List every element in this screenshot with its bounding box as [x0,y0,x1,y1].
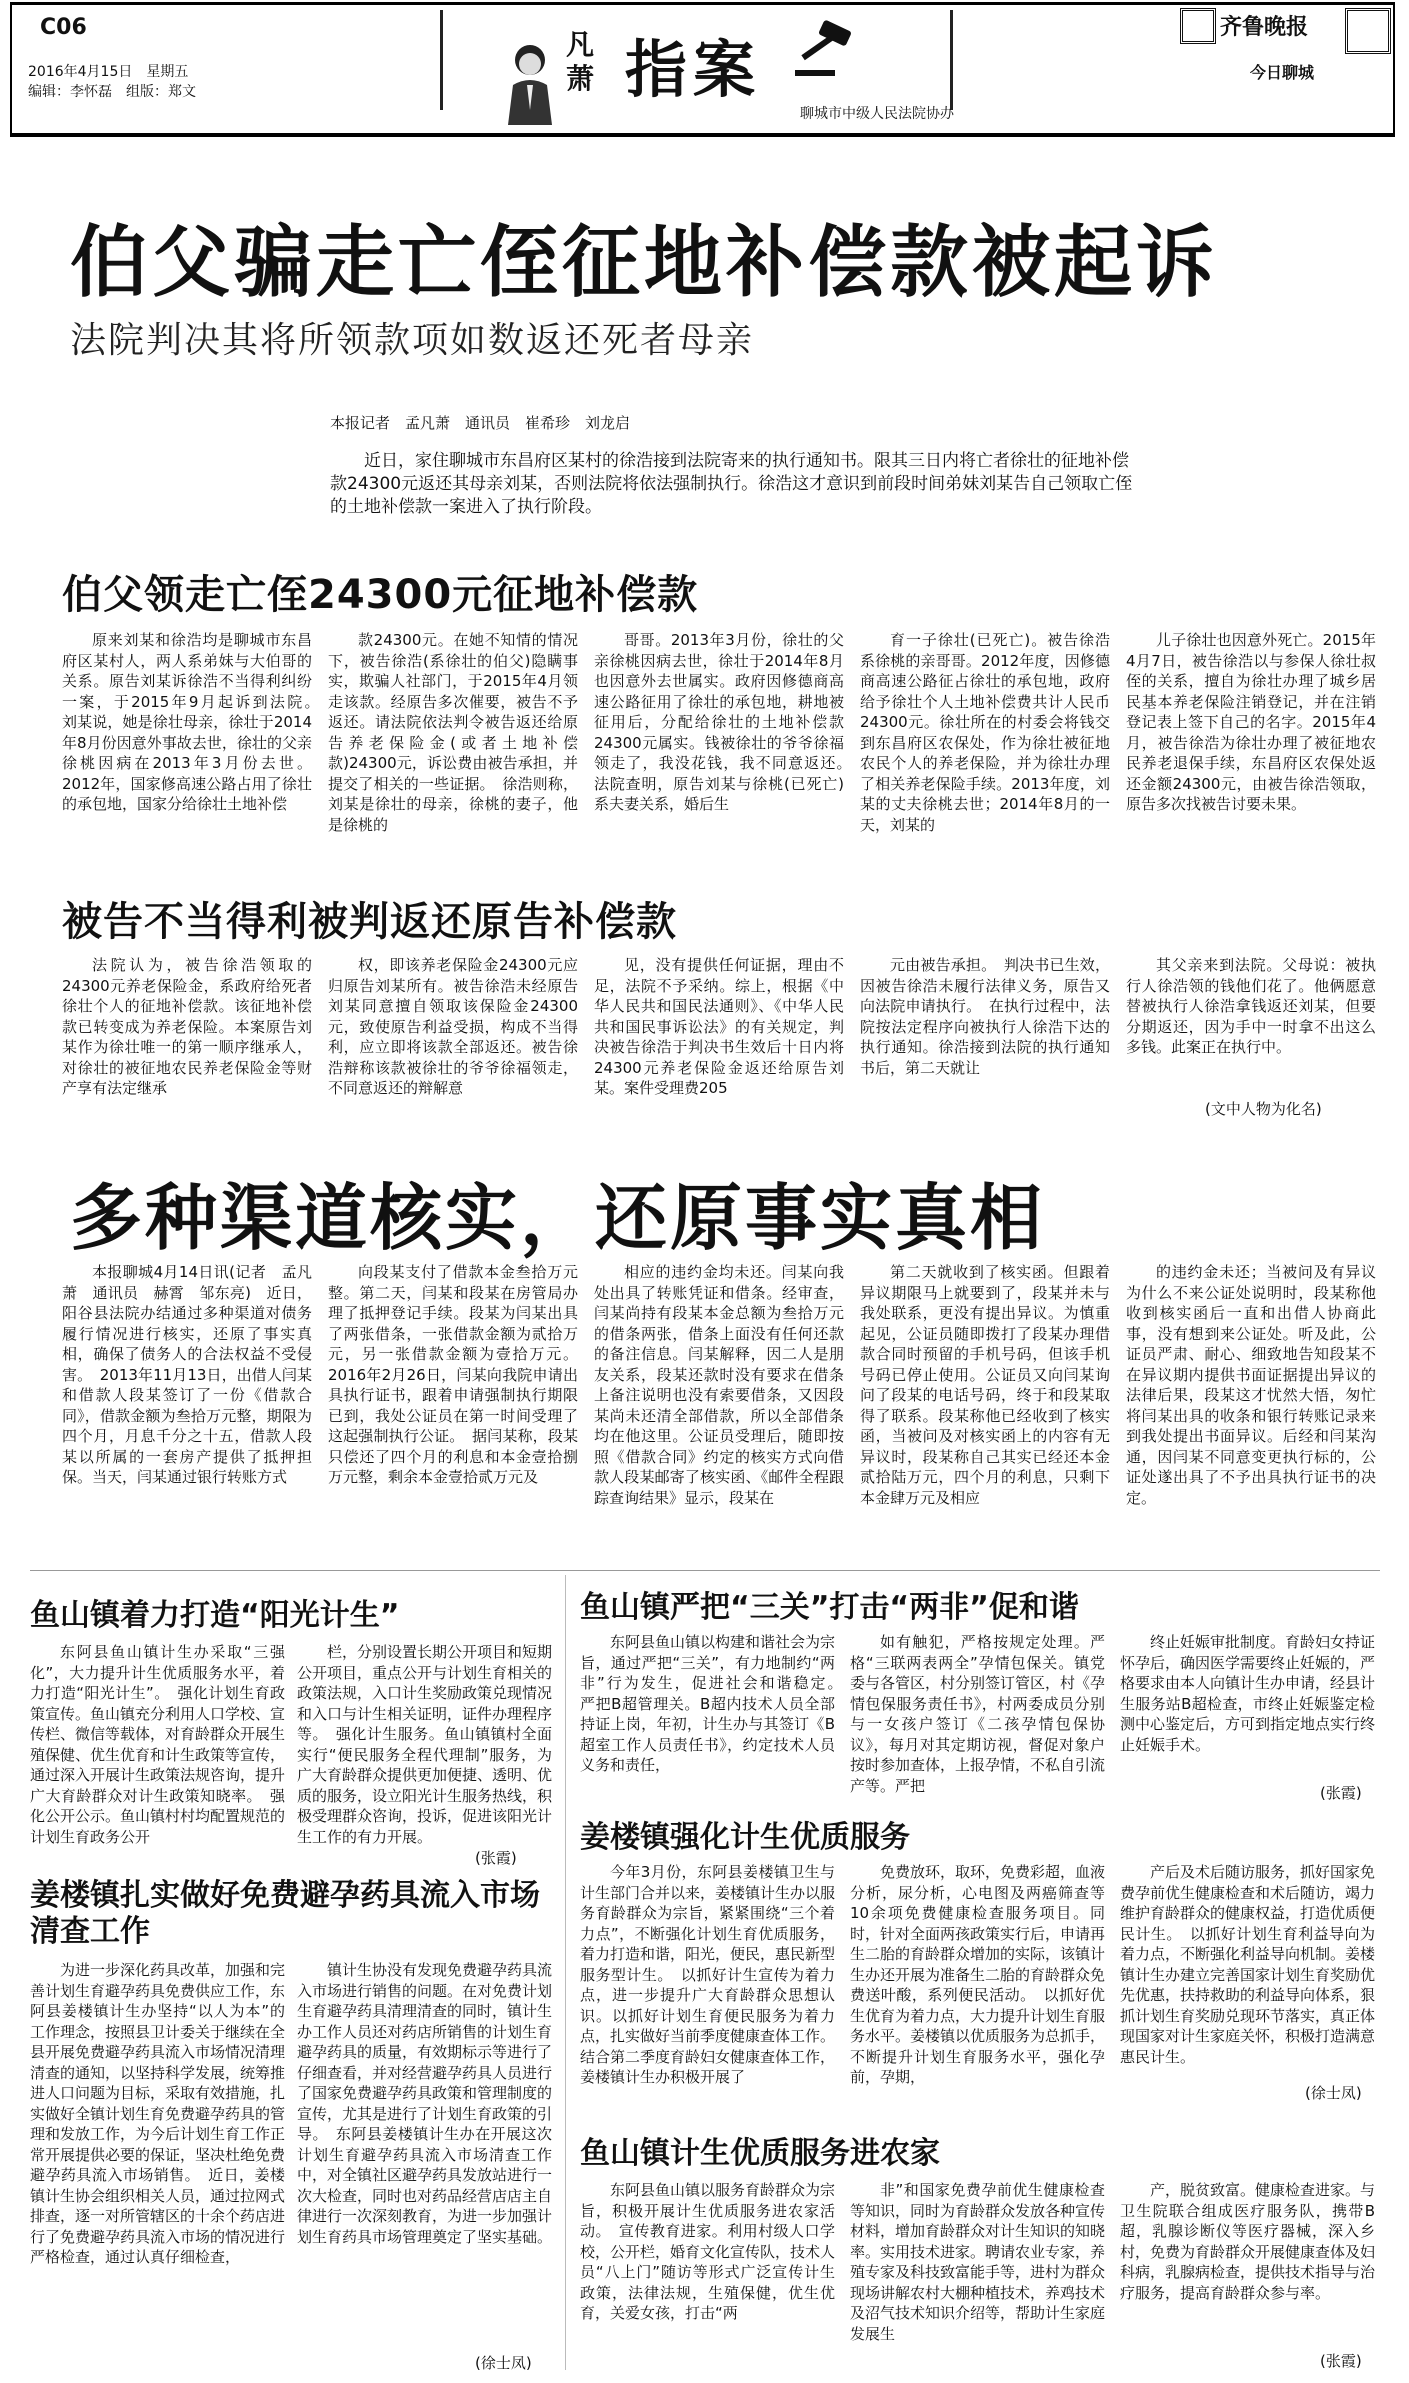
section-heading: 伯父领走亡侄24300元征地补偿款 [62,572,699,618]
names-note: (文中人物为化名) [1205,1100,1322,1118]
divider [30,1570,1380,1571]
column-title: 指案 [625,33,762,106]
issue-date: 2016年4月15日 星期五 [28,64,189,80]
ornament-right [890,10,953,110]
ornament-left [440,10,503,110]
brief-headline: 鱼山镇严把“三关”打击“两非”促和谐 [580,1590,1079,1625]
byline: 本报记者 孟凡萧 通讯员 崔希珍 刘龙启 [330,414,631,432]
page-number: C06 [40,15,87,40]
brief-column: 东阿县鱼山镇计生办采取“三强化”，大力提升计生优质服务水平，着力打造“阳光计生”。 强化计划生育政策宣传。鱼山镇充分利用人口学校、宣传栏、微信等载体，对育龄群众开展生殖保健、优生优育和计生政策等宣传，通过深入开展计生政策法规咨询，提升广大育龄群众对计生政策知晓率。 强化公开公示。鱼山镇村村均配置规范的计划生育政务公开 [30,1643,286,1846]
article-column: 向段某支付了借款本金叁拾万元整。第二天，闫某和段某在房管局办理了抵押登记手续。段某为闫某出具了两张借条，一张借款金额为贰拾万元，另一张借款金额为壹拾万元。2016年2月26日，闫某向我院申请出具执行证书，跟着申请强制执行期限已到，我处公证员在第一时间受理了这起强制执行公证。 据闫某称，段某只偿还了四个月的利息和本金壹拾捌万元整，剩余本金壹拾贰万元及 [328,1263,578,1486]
seal-icon [1345,8,1391,54]
section-name: 今日聊城 [1250,63,1315,82]
main-headline: 伯父骗走亡侄征地补偿款被起诉 [70,218,1219,308]
brief-column: 免费放环，取环，免费彩超，血液分析，尿分析，心电图及两癌筛查等10余项免费健康检查服务项目。同时，针对全面两孩政策实行后，申请再生二胎的育龄群众增加的实际，该镇计生办还开展为准备生二胎的育龄群众免费送叶酸，系列便民活动。 以抓好优生优育为着力点，大力提升计划生育服务水平。姜楼镇以优质服务为总抓手，不断提升计划生育服务水平，强化孕前，孕期， [850,1863,1106,2086]
brief-column: 为进一步深化药具改革，加强和完善计划生育避孕药具免费供应工作，东阿县姜楼镇计生办坚持“以人为本”的工作理念，按照县卫计委关于继续在全县开展免费避孕药具流入市场情况清理清查的通知，以坚持科学发展，统筹推进人口问题为目标，采取有效措施，扎实做好全镇计划生育免费避孕药具的管理和发放工作，为今后计划生育工作正常开展提供必要的保证，坚决杜绝免费避孕药具流入市场销售。 近日，姜楼镇计生协会组织相关人员，通过拉网式排查，逐一对所管辖区的十余个药店进行了免费避孕药具流入市场的情况进行严格检查，通过认真仔细检查， [30,1961,286,2266]
column-name: 凡萧 [565,28,594,95]
brief-credit: (张霞) [1320,2352,1362,2370]
section-heading: 被告不当得利被判返还原告补偿款 [62,899,677,945]
brief-column: 产后及术后随访服务，抓好国家免费孕前优生健康检查和术后随访，竭力维护育龄群众的健康权益，打造优质便民计生。 以抓好计划生育利益导向为着力点，不断强化利益导向机制。姜楼镇计生办建立完善国家计划生育奖励优先优惠，扶持救助的利益导向体系，狠抓计划生育奖励兑现环节落实，真正体现国家对计生家庭关怀，积极打造满意惠民计生。 [1120,1863,1376,2066]
brief-column: 产，脱贫致富。健康检查进家。与卫生院联合组成医疗服务队，携带B超，乳腺诊断仪等医疗器械，深入乡村，免费为育龄群众开展健康查体及妇科病，乳腺病检查，提供技术指导与治疗服务，提高育龄群众参与率。 [1120,2181,1376,2302]
lead-paragraph: 近日，家住聊城市东昌府区某村的徐浩接到法院寄来的执行通知书。限其三日内将亡者徐壮的征地补偿款24300元返还其母亲刘某，否则法院将依法强制执行。徐浩这才意识到前段时间弟妹刘某告自己领取亡侄的土地补偿款一案进入了执行阶段。 [330,451,1133,517]
article-column: 相应的违约金均未还。闫某向我处出具了转账凭证和借条。经审查，闫某尚持有段某本金总额为叁拾万元的借条两张，借条上面没有任何还款的备注信息。闫某解释，因二人是朋友关系，段某还款时没有要求在借条上备注说明也没有索要借条，又因段某尚未还清全部借款，所以全部借条均在他这里。公证员受理后，随即按照《借款合同》约定的核实方式向借款人段某邮寄了核实函、《邮件全程跟踪查询结果》显示，段某在 [594,1263,844,1507]
second-headline: 多种渠道核实，还原事实真相 [70,1176,1046,1260]
divider [565,1575,566,2370]
brief-column: 今年3月份，东阿县姜楼镇卫生与计生部门合并以来，姜楼镇计生办以服务育龄群众为宗旨，紧紧围绕“三个着力点”，不断强化计划生育优质服务，着力打造和谐，阳光，便民，惠民新型服务型计生。 以抓好计生宣传为着力点，进一步提升广大育龄群众思想认识。以抓好计划生育便民服务为着力点，扎实做好当前季度健康查体工作。结合第二季度育龄妇女健康查体工作，姜楼镇计生办积极开展了 [580,1863,836,2086]
brief-credit: (徐士凤) [475,2354,532,2372]
article-column: 其父亲来到法院。父母说：被执行人徐浩领的钱他们花了。他俩愿意替被执行人徐浩拿钱返还刘某，但要分期返还，因为手中一时拿不出这么多钱。此案正在执行中。 [1126,956,1376,1056]
paper-name: 齐鲁晚报 [1220,14,1309,40]
article-column: 哥哥。2013年3月份，徐壮的父亲徐桃因病去世，徐壮于2014年8月也因意外去世属实。政府因修德商高速公路征用了徐壮的承包地，耕地被征用后，分配给徐壮的土地补偿款24300元属实。钱被徐壮的爷爷徐福领走了，我没花钱，我不同意返还。 法院查明，原告刘某与徐桃(已死亡)系夫妻关系，婚后生 [594,631,860,813]
article-column: 法院认为，被告徐浩领取的24300元养老保险金，系政府给死者徐壮个人的征地补偿款。该征地补偿款已转变成为养老保险。本案原告刘某作为徐壮唯一的第一顺序继承人，对徐壮的被征地农民养老保险金等财产享有法定继承 [62,956,312,1097]
article-column: 原来刘某和徐浩均是聊城市东昌府区某村人，两人系弟妹与大伯哥的关系。原告刘某诉徐浩不当得利纠纷一案，于2015年9月起诉到法院。 刘某说，她是徐壮母亲，徐壮于2014年8月份因意外事故去世，徐壮的父亲徐桃因病在2013年3月份去世。2012年，国家修高速公路占用了徐壮的承包地，国家分给徐壮土地补偿 [62,631,328,813]
article-column: 儿子徐壮也因意外死亡。2015年4月7日，被告徐浩以与参保人徐壮叔侄的关系，擅自为徐壮办理了城乡居民基本养老保险注销登记，并在注销登记表上签下自己的名字。2015年4月，被告徐浩为徐壮办理了被征地农民养老退保手续，东昌府区农保处返还金额24300元，由被告徐浩领取，原告多次找被告讨要未果。 [1126,631,1376,813]
brief-headline: 姜楼镇扎实做好免费避孕药具流入市场清查工作 [30,1878,540,1949]
brief-column: 终止妊娠审批制度。育龄妇女持证怀孕后，确因医学需要终止妊娠的，严格要求由本人向镇计生办申请，经县计生服务站B超检查，市终止妊娠鉴定检测中心鉴定后，方可到指定地点实行终止妊娠手术。 [1120,1633,1376,1754]
brief-credit: (徐士凤) [1305,2084,1362,2102]
brief-column: 东阿县鱼山镇以服务育龄群众为宗旨，积极开展计生优质服务进农家活动。 宣传教育进家。利用村级人口学校，公开栏，婚育文化宣传队，技术人员“八上门”随访等形式广泛宣传计生政策，法律法规，生殖保健，优生优育，关爱女孩，打击“两 [580,2181,836,2322]
article-column: 第二天就收到了核实函。但跟着异议期限马上就要到了，段某并未与我处联系，更没有提出异议。为慎重起见，公证员随即拨打了段某办理借款合同时预留的手机号码，但该手机号码已停止使用。公证员又向闫某询问了段某的电话号码，终于和段某取得了联系。段某称他已经收到了核实函，当被问及对核实函上的内容有无异议时，段某称自己其实已经还本金贰拾陆万元，四个月的利息，只剩下本金肆万元及相应 [860,1263,1110,1507]
brief-credit: (张霞) [475,1849,517,1867]
brief-column: 如有触犯，严格按规定处理。严格“三联两表两全”孕情包保关。镇党委与各管区，村分别签订管区，村《孕情包保服务责任书》，村两委成员分别与一女孩户签订《二孩孕情包保协议》，每月对其定期访视，督促对象户按时参加查体，上报孕情，不私自引流产等。严把 [850,1633,1106,1795]
brief-column: 镇计生协没有发现免费避孕药具流入市场进行销售的问题。在对免费计划生育避孕药具清理清查的同时，镇计生办工作人员还对药店所销售的计划生育避孕药具的质量，有效期标示等进行了仔细查看，并对经营避孕药具人员进行了国家免费避孕药具政策和管理制度的宣传，尤其是进行了计划生育政策的引导。 东阿县姜楼镇计生办在开展这次计划生育避孕药具流入市场清查工作中，对全镇社区避孕药具发放站进行一次大检查，同时也对药品经营店店主自律进行一次深刻教育，为进一步加强计划生育药具市场管理奠定了坚实基础。 [297,1961,553,2246]
article-column: 本报聊城4月14日讯(记者 孟凡萧 通讯员 赫霄 邹东亮) 近日，阳谷县法院办结通过多种渠道对债务履行情况进行核实，还原了事实真相，确保了债务人的合法权益不受侵害。 2013年11月13日，出借人闫某和借款人段某签订了一份《借款合同》，借款金额为叁拾万元整，期限为四个月，月息千分之十五，借款人段某以所属的一套房产提供了抵押担保。当天，闫某通过银行转账方式 [62,1263,312,1486]
brief-headline: 鱼山镇计生优质服务进农家 [580,2136,940,2171]
sub-headline: 法院判决其将所领款项如数返还死者母亲 [70,320,755,361]
brief-column: 东阿县鱼山镇以构建和谐社会为宗旨，通过严把“三关”，有力地制约“两非”行为发生，促进社会和谐稳定。 严把B超管理关。B超内技术人员全部持证上岗，年初，计生办与其签订《B超室工作人员责任书》，约定技术人员义务和责任， [580,1633,851,1774]
gavel-icon [790,20,860,80]
brief-credit: (张霞) [1320,1784,1362,1802]
reporter-avatar-icon [505,40,555,125]
article-column: 育一子徐壮(已死亡)。被告徐浩系徐桃的亲哥哥。2012年度，因修德商高速公路征占徐壮的承包地，政府给予徐壮个人土地补偿费共计人民币24300元。徐壮所在的村委会将钱交到东昌府区农保处，作为徐壮被征地农民个人的养老保险，并为徐壮办理了相关养老保险手续。2013年度，刘某的丈夫徐桃去世；2014年8月的一天，刘某的 [860,631,1110,834]
seal-icon [1180,8,1216,44]
brief-column: 栏，分别设置长期公开项目和短期公开项目，重点公开与计划生育相关的政策法规，入口计生奖励政策兑现情况和入口与计生相关证明，证件办理程序等。 强化计生服务。鱼山镇镇村全面实行“便民服务全程代理制”服务，为广大育龄群众提供更加便捷、透明、优质的服务，设立阳光计生服务热线，积极受理群众咨询，投诉，促进该阳光计生工作的有力开展。 [297,1643,553,1846]
article-column: 权，即该养老保险金24300元应归原告刘某所有。被告徐浩未经原告刘某同意擅自领取该保险金24300元，致使原告利益受损，构成不当得利，应立即将该款全部返还。被告徐浩辩称该款被徐壮的爷爷徐福领走，不同意返还的辩解意 [328,956,578,1097]
column-sponsor: 聊城市中级人民法院协办 [800,106,954,122]
editors: 编辑：李怀磊 组版：郑文 [28,84,196,100]
article-column: 见，没有提供任何证据，理由不足，法院不予采纳。综上，根据《中华人民共和国民法通则》、《中华人民共和国民事诉讼法》的有关规定，判决被告徐浩于判决书生效后十日内将24300元养老保险金返还给原告刘某。案件受理费205 [594,956,844,1097]
article-column: 元由被告承担。 判决书已生效，因被告徐浩未履行法律义务，原告又向法院申请执行。 在执行过程中，法院按法定程序向被执行人徐浩下达的执行通知。徐浩接到法院的执行通知书后，第二天就让 [860,956,1110,1077]
brief-column: 非”和国家免费孕前优生健康检查等知识，同时为育龄群众发放各种宣传材料，增加育龄群众对计生知识的知晓率。实用技术进家。聘请农业专家，养殖专家及科技致富能手等，进村为群众现场讲解农村大棚种植技术，养鸡技术及沼气技术知识介绍等，帮助计生家庭发展生 [850,2181,1106,2343]
article-column: 款24300元。在她不知情的情况下，被告徐浩(系徐壮的伯父)隐瞒事实，欺骗人社部门，于2015年4月领走该款。经原告多次催要，被告不予返还。请法院依法判令被告返还给原告养老保险金(或者土地补偿款)24300元，诉讼费由被告承担，并提交了相关的一些证据。 徐浩则称，刘某是徐壮的母亲，徐桃的妻子，他是徐桃的 [328,631,578,834]
article-column: 的违约金未还；当被问及有异议为什么不来公证处说明时，段某称他收到核实函后一直和出借人协商此事，没有想到来公证处。听及此，公证员严肃、耐心、细致地告知段某不在异议期内提供书面证据提出异议的法律后果，段某这才忧然大悟，匆忙将闫某出具的收条和银行转账记录来到我处提出书面异议。后经和闫某沟通，因闫某不同意变更执行标的，公证处遂出具了不予出具执行证书的决定。 [1126,1263,1376,1507]
brief-headline: 姜楼镇强化计生优质服务 [580,1820,910,1855]
brief-headline: 鱼山镇着力打造“阳光计生” [30,1598,400,1633]
